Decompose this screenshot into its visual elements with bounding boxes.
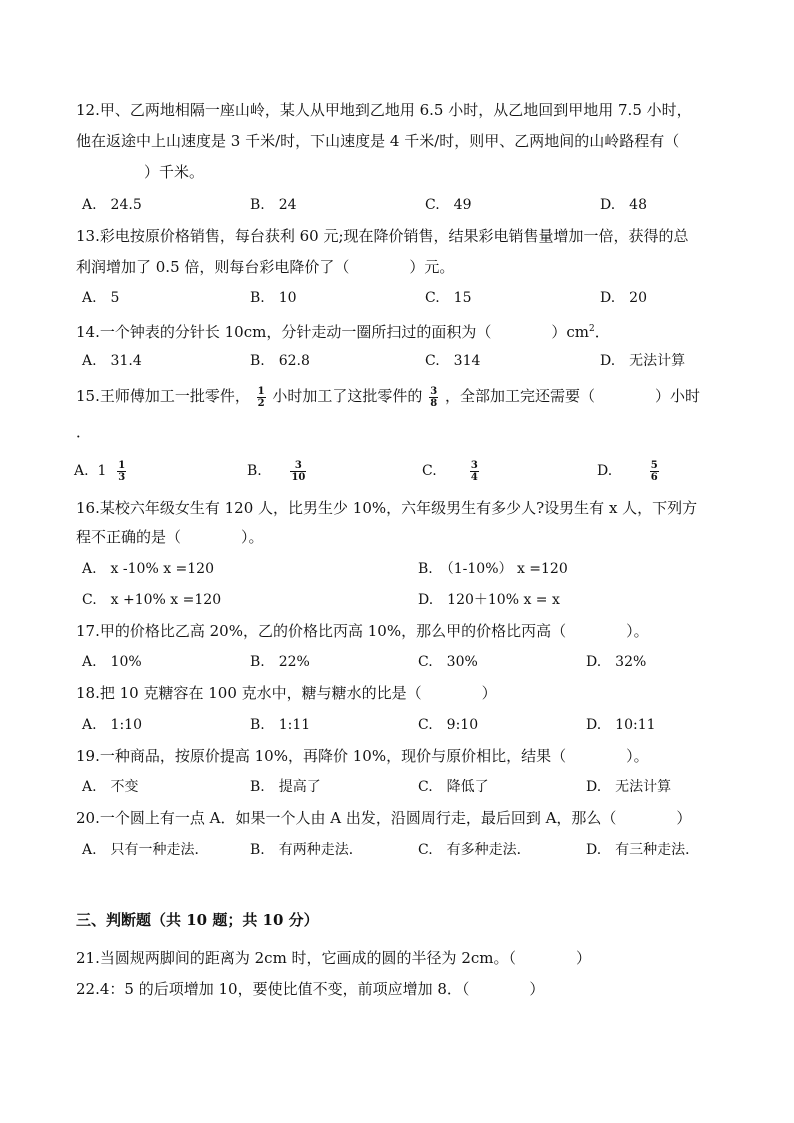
q14-option-c: C. 314 — [425, 353, 481, 369]
q14-option-b: B. 62.8 — [250, 353, 310, 369]
q16-option-a: A. x -10% x =120 — [82, 561, 215, 577]
q17-option-d: D. 32% — [586, 654, 647, 670]
q14-option-a: A. 31.4 — [82, 353, 142, 369]
q16-option-d: D. 120＋10% x = x — [418, 592, 560, 608]
q20-option-a: A. 只有一种走法． — [82, 842, 209, 858]
q15-line2: ． — [76, 423, 92, 441]
q20-line1: 20.一个圆上有一点 A．如果一个人由 A 出发，沿圆周行走，最后回到 A，那么（ ） — [76, 809, 692, 827]
q15-option-a: A. 1 $\frac{1}{3}$ — [74, 459, 126, 483]
q16-line1: 16.某校六年级女生有 120 人，比男生少 10%，六年级男生有多少人?设男生有 x 人，下列方 — [76, 499, 698, 517]
q12-option-b: B. 24 — [250, 197, 297, 213]
q13-line1: 13.彩电按原价格销售，每台获利 60 元;现在降价销售，结果彩电销售量增加一倍，获得的总 — [76, 227, 689, 245]
q15-fraction-1: $\frac{1}{2}$ — [257, 385, 265, 409]
q13-option-d: D. 20 — [600, 290, 647, 306]
q16-option-b: B. （1-10%） x =120 — [418, 561, 568, 577]
q13-line2: 利润增加了 0.5 倍，则每台彩电降价了（ ）元。 — [76, 258, 455, 276]
q16-option-c: C. x +10% x =120 — [82, 592, 222, 608]
q20-option-c: C. 有多种走法． — [418, 842, 531, 858]
q15-fraction-2: $\frac{3}{8}$ — [430, 385, 438, 409]
q19-option-a: A. 不变 — [82, 779, 139, 795]
q19-line1: 19.一种商品，按原价提高 10%，再降价 10%，现价与原价相比，结果（ ）。 — [76, 747, 649, 765]
q18-option-b: B. 1:11 — [250, 717, 311, 733]
q14-option-d: D. 无法计算 — [600, 353, 686, 369]
q15-option-b: B. $\frac{3}{10}$ — [247, 459, 306, 483]
q13-option-a: A. 5 — [82, 290, 120, 306]
q14-text: 14.一个钟表的分针长 10cm，分针走动一圈所扫过的面积为（ ）cm — [76, 323, 589, 341]
q15-line1 — [76, 382, 700, 410]
q17-option-c: C. 30% — [418, 654, 478, 670]
q12-line3: ）千米。 — [144, 163, 205, 181]
q15-mid: 小时加工了这批零件的 — [272, 387, 423, 405]
section-title-judgement: 三、判断题（共 10 题；共 10 分） — [76, 911, 319, 929]
q12-line2: 他在返途中上山速度是 3 千米/时，下山速度是 4 千米/时，则甲、乙两地间的山岭路程有（ — [76, 132, 680, 150]
q12-line1: 12.甲、乙两地相隔一座山岭，某人从甲地到乙地用 6.5 小时，从乙地回到甲地用 7.5 小时， — [76, 101, 692, 119]
q18-option-a: A. 1:10 — [82, 717, 142, 733]
q22-line1: 22.4：5 的后项增加 10，要使比值不变，前项应增加 8．（ ） — [76, 980, 545, 998]
q19-option-d: D. 无法计算 — [586, 779, 672, 795]
q17-option-a: A. 10% — [82, 654, 142, 670]
q19-option-b: B. 提高了 — [250, 779, 321, 795]
q14-line1 — [76, 319, 610, 342]
q17-line1: 17.甲的价格比乙高 20%，乙的价格比丙高 10%，那么甲的价格比丙高（ ）。 — [76, 622, 649, 640]
q13-option-b: B. 10 — [250, 290, 297, 306]
q15-option-d: D. $\frac{5}{6}$ — [597, 459, 658, 483]
q12-option-c: C. 49 — [425, 197, 472, 213]
q18-option-d: D. 10:11 — [586, 717, 656, 733]
q15-option-c: C. $\frac{3}{4}$ — [422, 459, 478, 483]
q12-option-a: A. 24.5 — [82, 197, 142, 213]
q14-superscript: 2 — [588, 324, 595, 334]
q13-option-c: C. 15 — [425, 290, 472, 306]
q20-option-d: D. 有三种走法． — [586, 842, 700, 858]
q15-suffix: ，全部加工完还需要（ ）小时 — [444, 387, 700, 405]
q18-option-c: C. 9:10 — [418, 717, 479, 733]
q20-option-b: B. 有两种走法． — [250, 842, 363, 858]
q15-prefix: 15.王师傅加工一批零件， — [76, 387, 250, 405]
q19-option-c: C. 降低了 — [418, 779, 489, 795]
q18-line1: 18.把 10 克糖容在 100 克水中，糖与糖水的比是（ ） — [76, 684, 497, 702]
q14-tail: ． — [594, 323, 610, 341]
q16-line2: 程不正确的是（ ）。 — [76, 528, 264, 546]
q21-line1: 21.当圆规两脚间的距离为 2cm 时，它画成的圆的半径为 2cm。（ ） — [76, 949, 591, 967]
q12-option-d: D. 48 — [600, 197, 647, 213]
q17-option-b: B. 22% — [250, 654, 310, 670]
